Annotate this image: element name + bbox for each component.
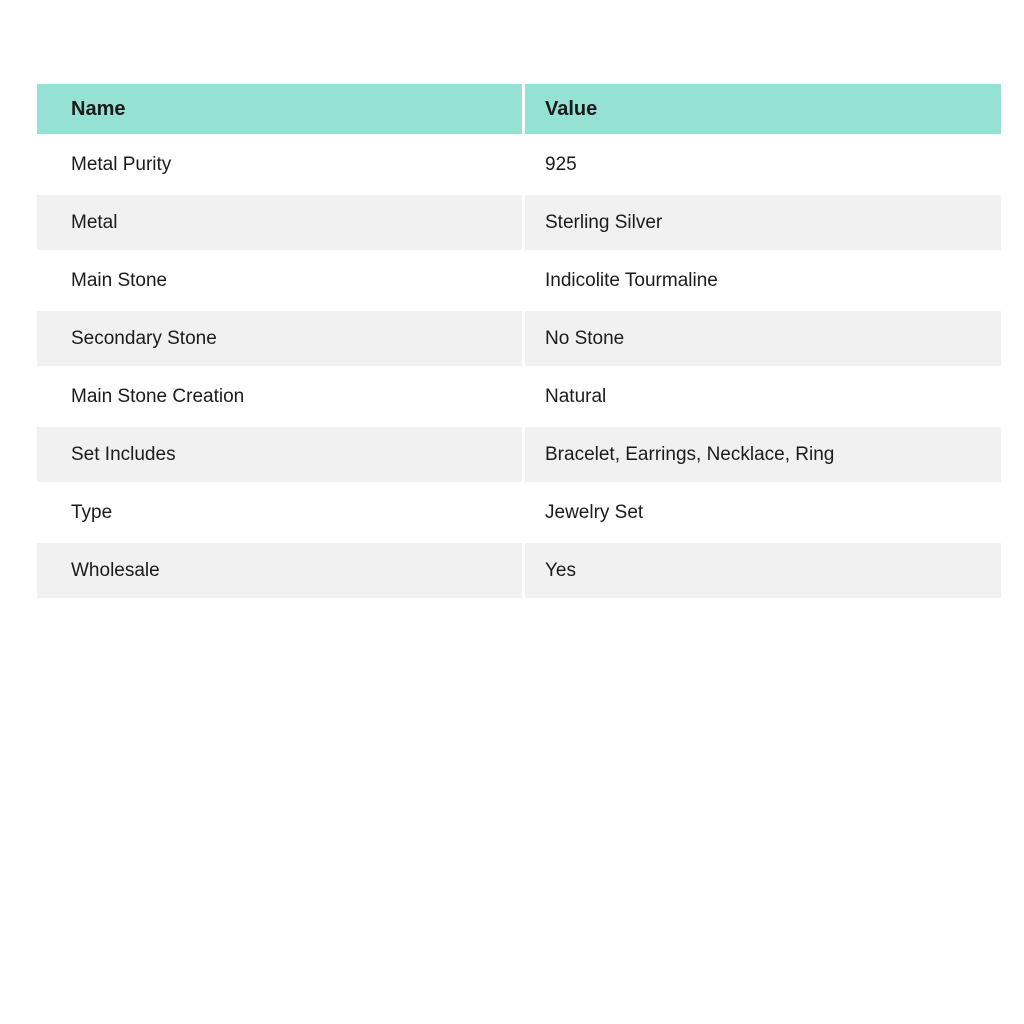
attribute-name-cell: Secondary Stone <box>37 311 522 366</box>
attribute-name-cell: Main Stone <box>37 253 522 308</box>
table-row <box>37 369 1001 424</box>
attribute-name-cell: Set Includes <box>37 427 522 482</box>
attribute-name-cell: Type <box>37 485 522 540</box>
table-row <box>37 253 1001 308</box>
attribute-value-cell: Yes <box>525 543 1001 598</box>
header-cell-value: Value <box>525 84 1001 134</box>
header-cell-name: Name <box>37 84 522 134</box>
table-row <box>37 543 1001 598</box>
attribute-name-cell: Main Stone Creation <box>37 369 522 424</box>
attribute-value-cell: Natural <box>525 369 1001 424</box>
attribute-name-cell: Wholesale <box>37 543 522 598</box>
attribute-value-cell: Bracelet, Earrings, Necklace, Ring <box>525 427 1001 482</box>
table-row <box>37 195 1001 250</box>
attribute-value-cell: Jewelry Set <box>525 485 1001 540</box>
attribute-value-cell: No Stone <box>525 311 1001 366</box>
attribute-value-cell: Indicolite Tourmaline <box>525 253 1001 308</box>
attribute-name-cell: Metal <box>37 195 522 250</box>
attribute-value-cell: Sterling Silver <box>525 195 1001 250</box>
table-row <box>37 427 1001 482</box>
table-row <box>37 137 1001 192</box>
table-row <box>37 485 1001 540</box>
table-header-row <box>37 84 1001 134</box>
product-attributes-table <box>37 84 1001 598</box>
attribute-name-cell: Metal Purity <box>37 137 522 192</box>
attribute-value-cell: 925 <box>525 137 1001 192</box>
table-row <box>37 311 1001 366</box>
